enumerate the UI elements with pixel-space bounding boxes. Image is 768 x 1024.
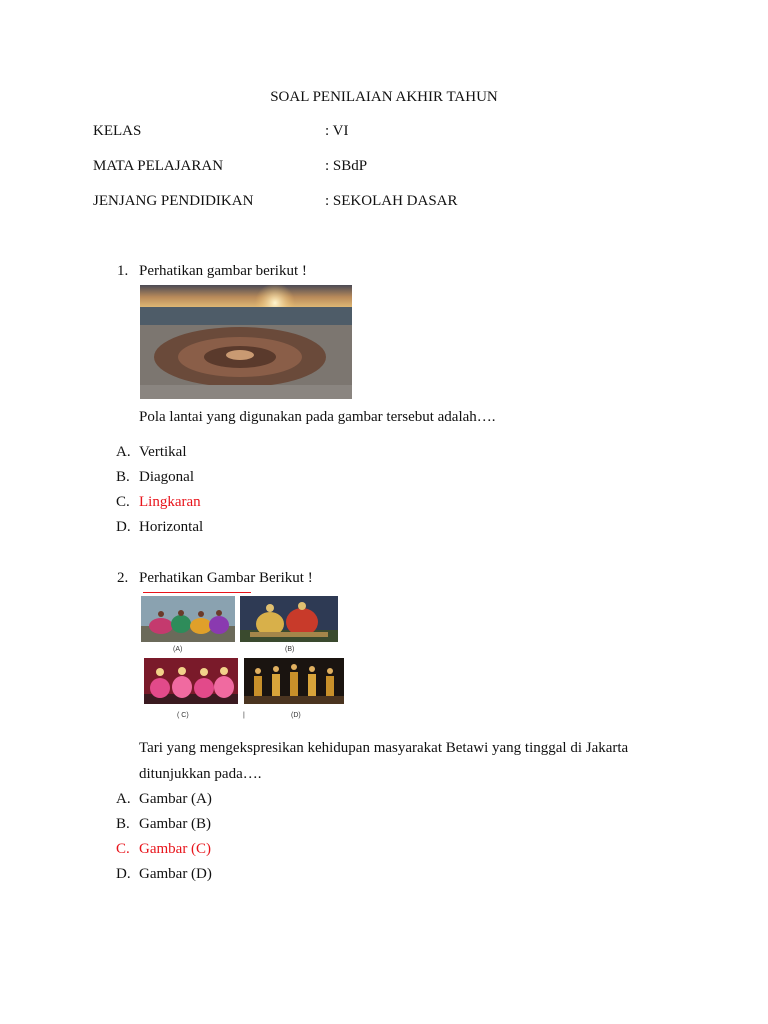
q1-option-c-letter: C.: [116, 494, 130, 510]
dance-photo-a: [141, 596, 235, 642]
question-2-prompt-line2: ditunjukkan pada….: [139, 766, 262, 782]
dance-photo-d: [244, 658, 344, 704]
meta-value-jenjang: : SEKOLAH DASAR: [325, 193, 458, 209]
meta-value-kelas: : VI: [325, 123, 349, 139]
document-title: SOAL PENILAIAN AKHIR TAHUN: [270, 89, 498, 105]
q1-option-a-letter: A.: [116, 444, 131, 460]
caption-b: (B): [285, 646, 295, 653]
q1-option-c-text-correct: Lingkaran: [139, 494, 201, 510]
caption-d: (D): [291, 712, 301, 719]
meta-label-kelas: KELAS: [93, 123, 142, 139]
q2-option-b-text: Gambar (B): [139, 816, 212, 832]
q2-option-d-letter: D.: [116, 866, 131, 882]
dance-photo-c: [144, 658, 238, 704]
q1-option-a-text: Vertikal: [139, 444, 187, 460]
kecak-dance-photo: [140, 285, 352, 399]
dance-photo-b: [240, 596, 338, 642]
q1-option-b-text: Diagonal: [139, 469, 194, 485]
caption-separator: |: [243, 712, 245, 719]
caption-a: (A): [173, 646, 183, 653]
red-underline-mark: [143, 592, 251, 593]
q2-option-c-letter-correct: C.: [116, 841, 130, 857]
question-2-number: 2.: [117, 570, 129, 586]
q2-option-b-letter: B.: [116, 816, 130, 832]
q2-option-a-text: Gambar (A): [139, 791, 212, 807]
q1-option-d-letter: D.: [116, 519, 131, 535]
meta-value-mata-pelajaran: : SBdP: [325, 158, 368, 174]
q1-option-d-text: Horizontal: [139, 519, 204, 535]
question-2-instruction: Perhatikan Gambar Berikut !: [139, 570, 313, 586]
q2-option-d-text: Gambar (D): [139, 866, 212, 882]
question-1-number: 1.: [117, 263, 129, 279]
q1-option-b-letter: B.: [116, 469, 130, 485]
q2-option-c-text-correct: Gambar (C): [139, 841, 212, 857]
meta-label-jenjang: JENJANG PENDIDIKAN: [93, 193, 254, 209]
question-2-prompt-line1: Tari yang mengekspresikan kehidupan masyarakat Betawi yang tinggal di Jakarta: [139, 740, 629, 756]
q2-option-a-letter: A.: [116, 791, 131, 807]
question-1-instruction: Perhatikan gambar berikut !: [139, 263, 307, 279]
meta-label-mata-pelajaran: MATA PELAJARAN: [93, 158, 224, 174]
caption-c: ( C): [177, 712, 189, 719]
question-1-prompt: Pola lantai yang digunakan pada gambar tersebut adalah….: [139, 409, 496, 425]
